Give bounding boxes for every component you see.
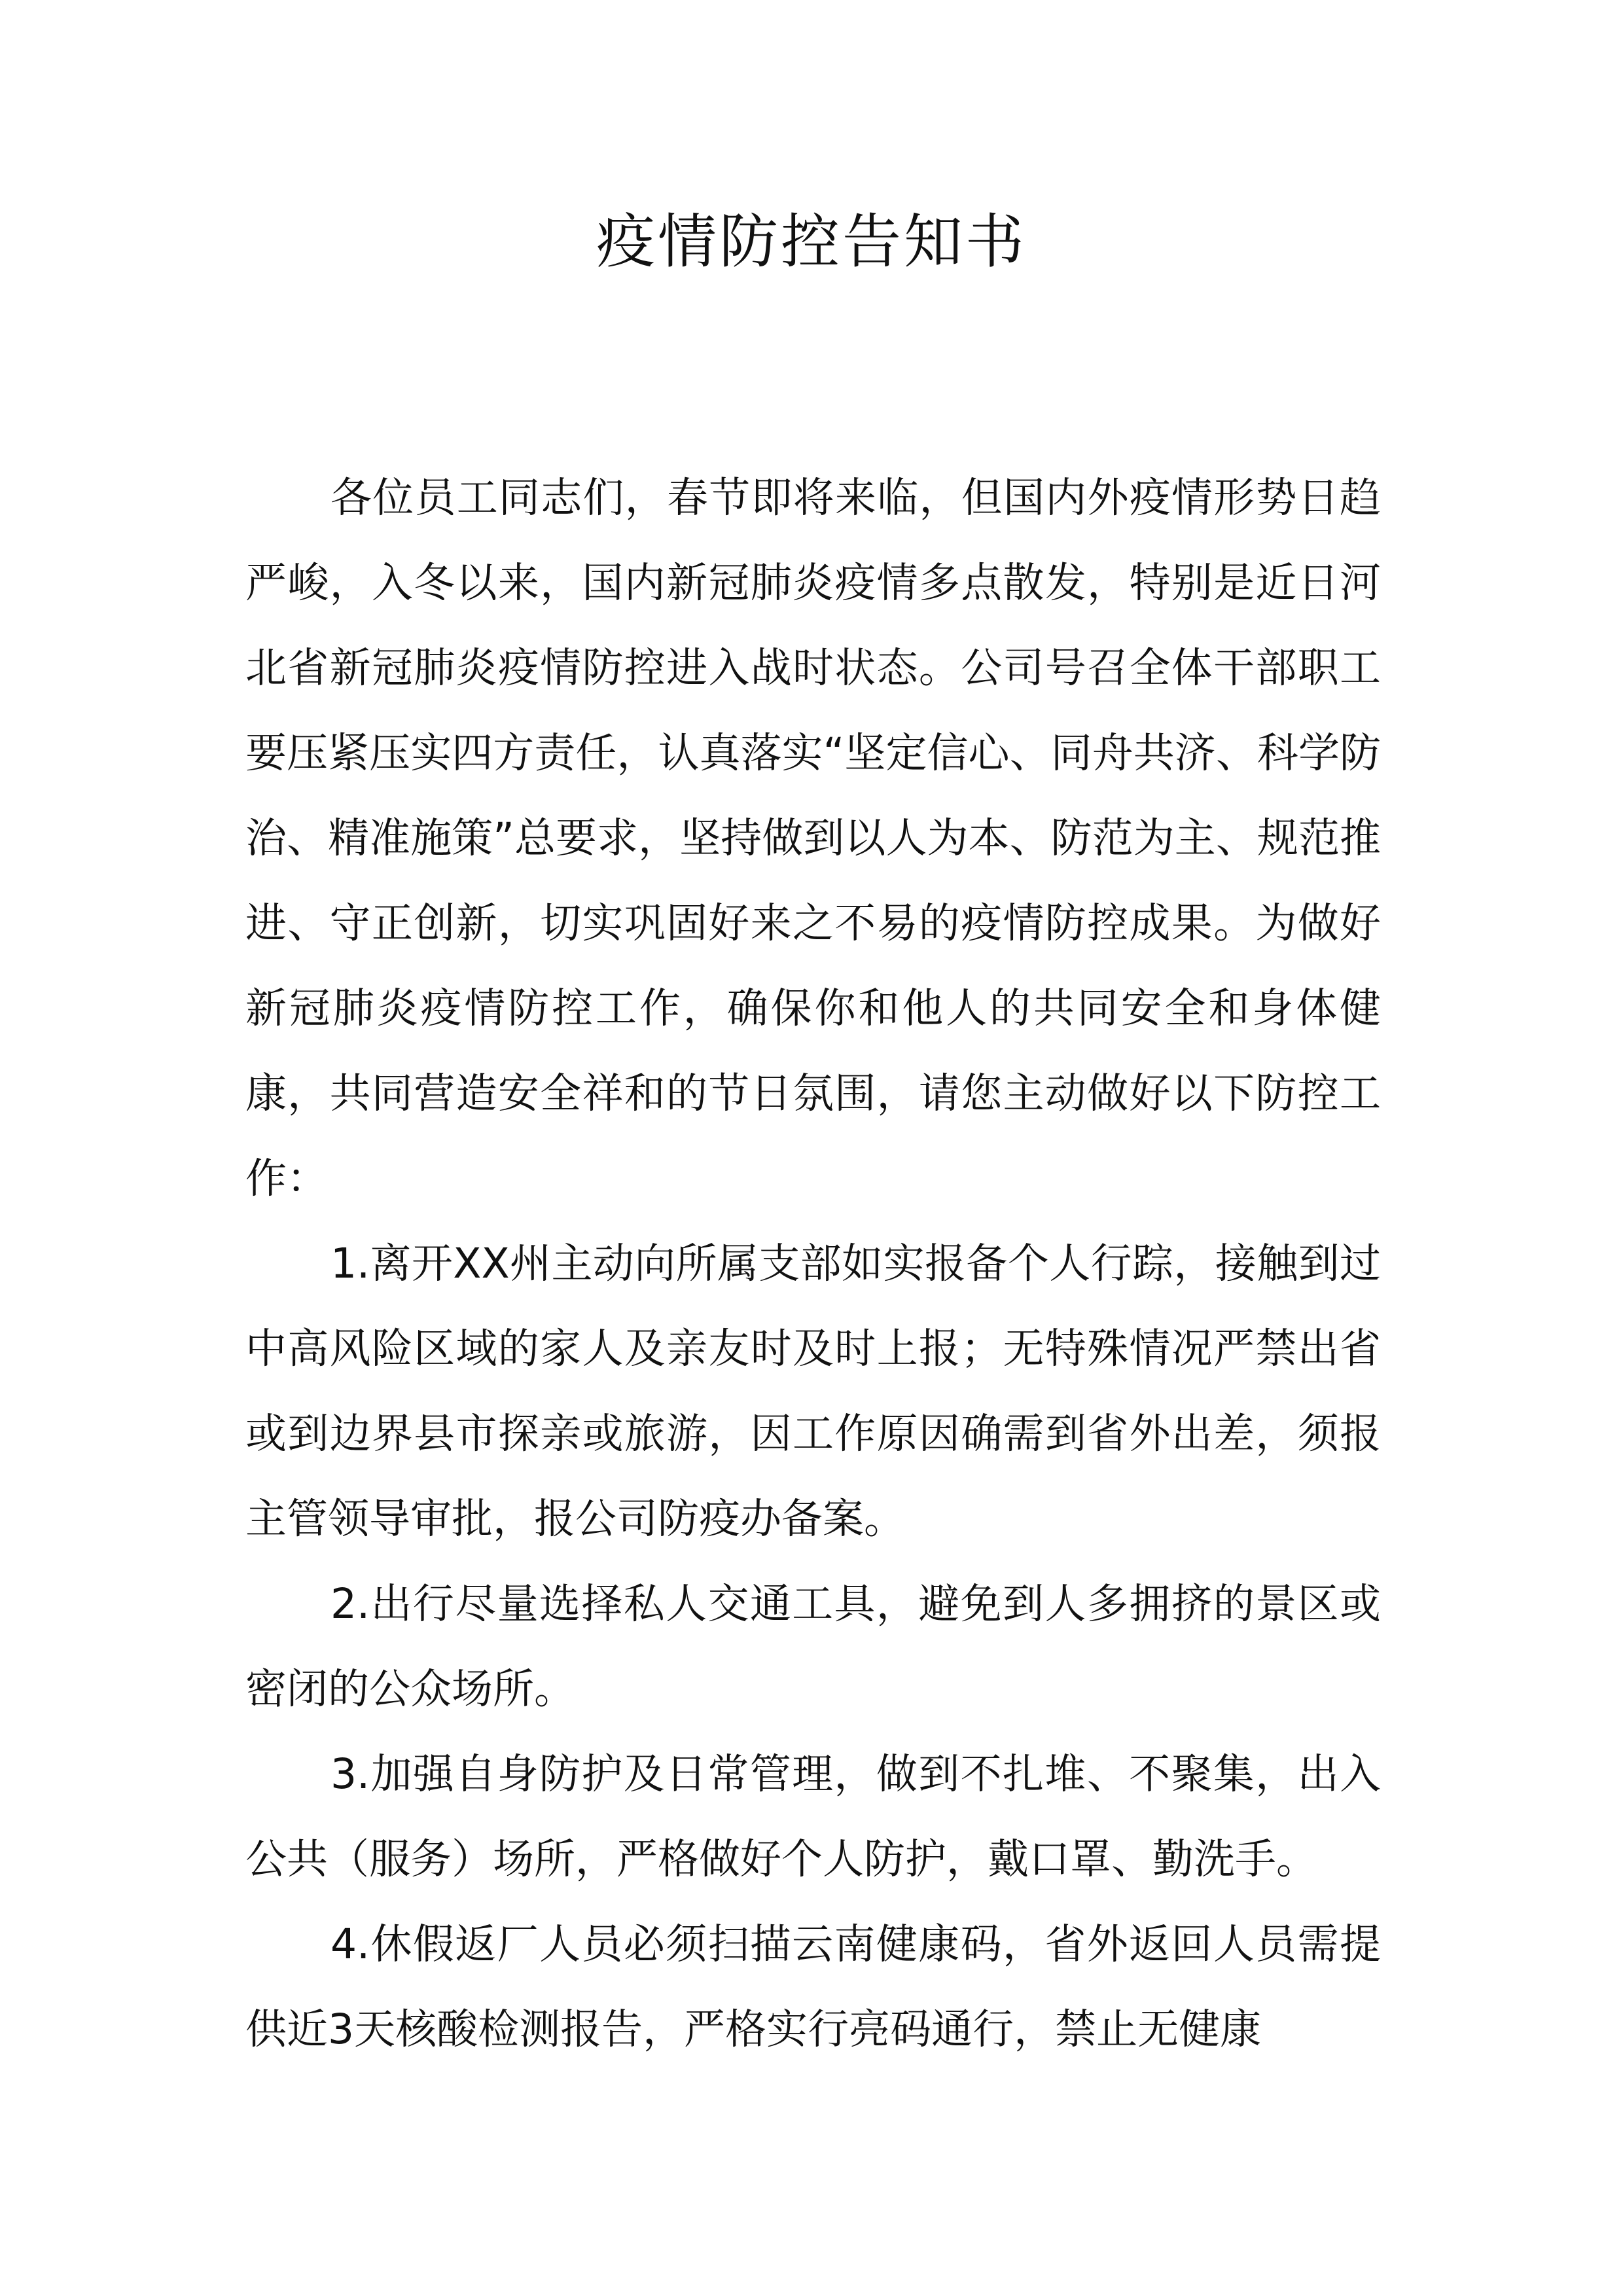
item-3-paragraph: 3.加强自身防护及日常管理，做到不扎堆、不聚集，出入公共（服务）场所，严格做好个人防护，戴口罩、勤洗手。 bbox=[245, 1750, 1381, 1883]
item-2-paragraph: 2.出行尽量选择私人交通工具，避免到人多拥挤的景区或密闭的公众场所。 bbox=[245, 1580, 1381, 1713]
document-title: 疫情防控告知书 bbox=[596, 207, 1027, 276]
intro-paragraph: 各位员工同志们，春节即将来临，但国内外疫情形势日趋严峻，入冬以来，国内新冠肺炎疫情多点散发，特别是近日河北省新冠肺炎疫情防控进入战时状态。公司号召全体干部职工要压紧压实四方责任，认真落实“坚定信心、同舟共济、科学防治、精准施策”总要求，坚持做到以人为本、防范为主、规范推进、守正创新，切实巩固好来之不易的疫情防控成果。为做好新冠肺炎疫情防控工作，确保你和他人的共同安全和身体健康，共同营造安全祥和的节日氛围，请您主动做好以下防控工作： bbox=[245, 474, 1381, 1202]
item-1-paragraph: 1.离开XX州主动向所属支部如实报备个人行踪，接触到过中高风险区域的家人及亲友时及时上报；无特殊情况严禁出省或到边界县市探亲或旅游，因工作原因确需到省外出差，须报主管领导审批，报公司防疫办备案。 bbox=[245, 1240, 1381, 1543]
item-4-paragraph: 4.休假返厂人员必须扫描云南健康码，省外返回人员需提供近3天核酸检测报告，严格实行亮码通行，禁止无健康 bbox=[245, 1920, 1381, 2053]
document-body bbox=[245, 456, 1381, 2072]
